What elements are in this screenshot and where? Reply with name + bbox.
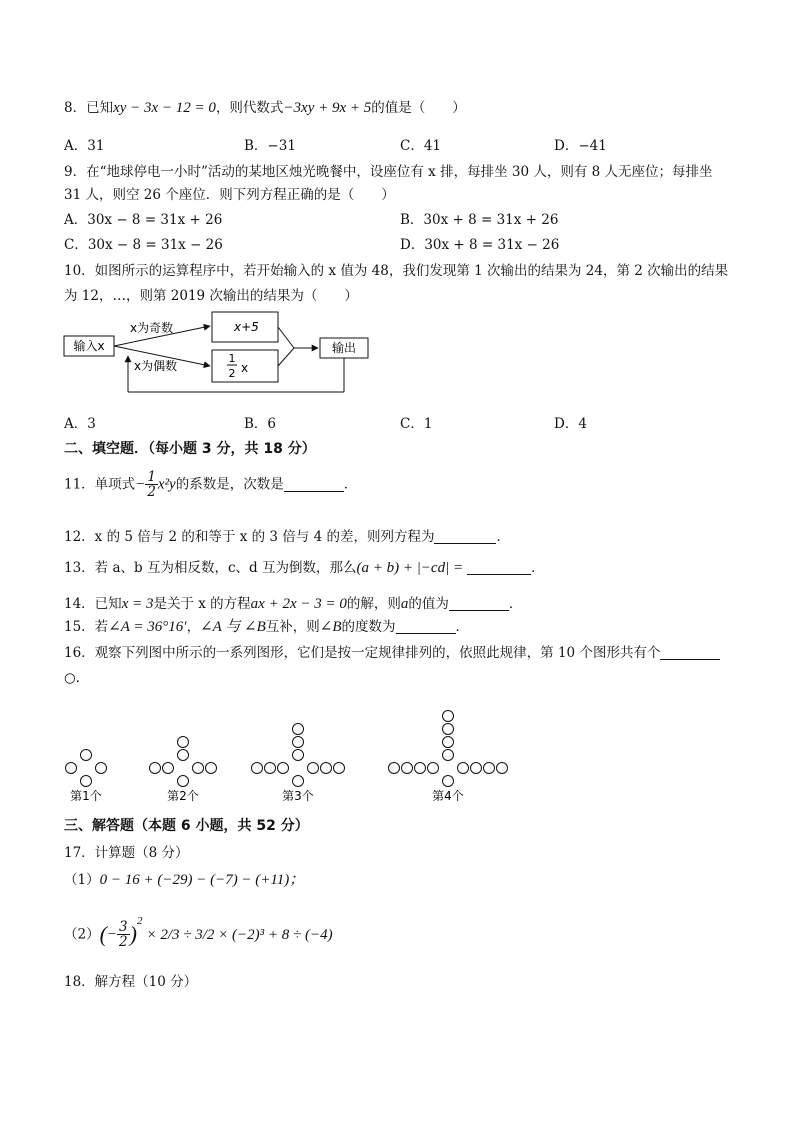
q16-fig-label: 第1个 [70, 789, 102, 803]
q9-option-c[interactable]: C．30x − 8 = 31x − 26 [64, 237, 223, 253]
q9-line1: 9．在“地球停电一小时”活动的某地区烛光晚餐中，设座位有 x 排，每排坐 30 人，则有 8 人无座位；每排坐 [64, 164, 713, 180]
q14: 14．已知x = 3是关于 x 的方程ax + 2x − 3 = 0的解，则a的值为 ． [64, 596, 523, 612]
q16-answer-blank[interactable] [660, 645, 720, 660]
q9-option-d[interactable]: D．30x + 8 = 31x − 26 [400, 237, 560, 253]
flow-even-den: 2 [228, 367, 236, 380]
flow-merge-top [278, 327, 294, 348]
q16-fig4-circle-up [443, 724, 454, 735]
q10-option-d[interactable]: D．4 [554, 416, 587, 432]
q16-fig4-circle-up [443, 750, 454, 761]
flow-even-label: x为偶数 [134, 359, 178, 373]
q16-line2: ○． [64, 670, 90, 686]
q10-option-a[interactable]: A．3 [64, 416, 96, 432]
q16-fig4-circle-left [389, 763, 400, 774]
q16-fig1-circle-right [96, 763, 107, 774]
q16-fig3-circle-left [278, 763, 289, 774]
q16-fig4-circle-right [497, 763, 508, 774]
q16-fig1-circle-up [81, 750, 92, 761]
q16-fig4-circle-down [443, 776, 454, 787]
q16-fig4-circle-left [415, 763, 426, 774]
q17-title: 17．计算题（8 分） [64, 845, 189, 861]
q16-fig-label: 第2个 [167, 789, 199, 803]
q16-fig4-circle-right [458, 763, 469, 774]
q16-fig2-circle-right [206, 763, 217, 774]
q13-answer-blank[interactable] [467, 560, 531, 575]
q16-fig3-circle-right [334, 763, 345, 774]
q15-answer-blank[interactable] [396, 619, 456, 634]
q8-option-d[interactable]: D．−41 [554, 138, 607, 154]
q8-option-b[interactable]: B．−31 [244, 138, 296, 154]
q16-fig3-circle-left [265, 763, 276, 774]
q10-line2: 为 12，…，则第 2019 次输出的结果为（ ） [64, 288, 358, 304]
q8-option-c[interactable]: C．41 [400, 138, 442, 154]
flow-input-label: 输入x [73, 339, 105, 353]
q16-line1: 16．观察下列图中所示的一系列图形，它们是按一定规律排列的，依照此规律，第 10 个图形共有个 [64, 641, 720, 661]
q12: 12．x 的 5 倍与 2 的和等于 x 的 3 倍与 4 的差，则列方程为 ． [64, 529, 510, 545]
q9-option-a[interactable]: A．30x − 8 = 31x + 26 [64, 212, 223, 228]
q16-fig4-circle-right [484, 763, 495, 774]
q8-target-expr: −3xy + 9x + 5 [283, 100, 372, 116]
q15: 15．若∠A = 36°16′，∠A 与 ∠B互补，则∠B的度数为 ． [64, 619, 469, 635]
q16-fig4-circle-left [402, 763, 413, 774]
q17-part1: （1）0 − 16 + (−29) − (−7) − (+11)； [64, 872, 305, 888]
flow-even-num: 1 [228, 352, 236, 365]
q16-fig-label: 第4个 [432, 789, 464, 803]
q9-line2: 31 人，则空 26 个座位．则下列方程正确的是（ ） [64, 187, 395, 203]
flow-odd-op: x+5 [234, 320, 259, 334]
q10-flowchart [58, 308, 378, 404]
q11-answer-blank[interactable] [284, 477, 344, 492]
q16-fig4-circle-right [471, 763, 482, 774]
q8-option-a[interactable]: A．31 [64, 138, 105, 154]
q16-fig1-circle-left [66, 763, 77, 774]
flow-odd-label: x为奇数 [130, 321, 174, 335]
q16-fig2-circle-left [163, 763, 174, 774]
section3-title: 三、解答题（本题 6 小题，共 52 分） [64, 818, 309, 834]
q10-line1: 10．如图所示的运算程序中，若开始输入的 x 值为 48，我们发现第 1 次输出的结果为 24，第 2 次输出的结果 [64, 263, 729, 279]
q16-fig2-circle-down [178, 776, 189, 787]
q16-fig2-circle-up [178, 737, 189, 748]
q17-neg: − [106, 926, 118, 943]
q16-fig4-circle-left [428, 763, 439, 774]
q16-fig4-circle-up [443, 711, 454, 722]
q16-fig3-circle-up [293, 724, 304, 735]
q16-fig1-circle-down [81, 776, 92, 787]
q10-option-b[interactable]: B．6 [244, 416, 277, 432]
q17-part2: （2）(− $\frac{3}{2}$ )$^2$× 2/3 ÷ 3/2 × (−2)³ + 8 ÷ (−4) [64, 915, 333, 950]
q16-fig3-circle-right [308, 763, 319, 774]
flow-merge-bottom [278, 348, 294, 366]
q16-fig2-circle-right [193, 763, 204, 774]
section2-title: 二、填空题．（每小题 3 分，共 18 分） [64, 441, 316, 457]
q8-stem: 8．已知xy − 3x − 12 = 0，则代数式−3xy + 9x + 5的值是（ ） [64, 100, 466, 116]
q16-fig4-circle-up [443, 737, 454, 748]
flow-even-var: x [241, 361, 249, 375]
q16-fig3-circle-left [252, 763, 263, 774]
q17-frac: $\frac{3}{2}$ [119, 919, 128, 950]
q8-condition: xy − 3x − 12 = 0 [113, 100, 216, 116]
q10-option-c[interactable]: C．1 [400, 416, 433, 432]
q16-fig2-circle-up [178, 750, 189, 761]
q11: 11．单项式− $\frac{1}{2}$ x²y的系数是，次数是 ． [64, 469, 358, 500]
q17-paren-close: ) [129, 921, 137, 947]
q16-fig2-circle-left [150, 763, 161, 774]
flow-output-label: 输出 [331, 341, 357, 355]
q16-figure [58, 690, 528, 806]
q16-fig3-circle-up [293, 750, 304, 761]
q11-coef-frac: $\frac{1}{2}$ [147, 469, 156, 500]
q18-title: 18．解方程（10 分） [64, 974, 198, 990]
q16-fig-label: 第3个 [282, 789, 314, 803]
q14-answer-blank[interactable] [449, 596, 509, 611]
q16-fig3-circle-down [293, 776, 304, 787]
q13: 13．若 a、b 互为相反数，c、d 互为倒数，那么(a + b) + |−cd| = ． [64, 560, 545, 576]
q16-fig3-circle-right [321, 763, 332, 774]
q9-option-b[interactable]: B．30x + 8 = 31x + 26 [400, 212, 559, 228]
q12-answer-blank[interactable] [434, 529, 496, 544]
q17-paren-open: ( [99, 921, 107, 947]
q16-fig3-circle-up [293, 737, 304, 748]
